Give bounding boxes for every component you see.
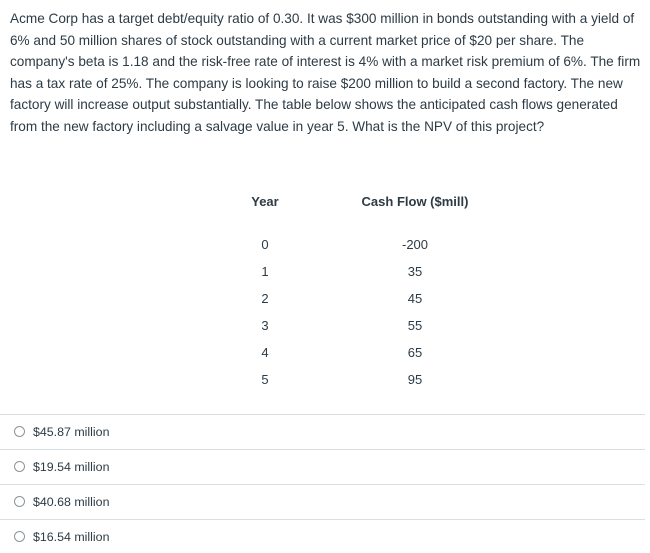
answer-label: $45.87 million — [33, 424, 110, 439]
table-row — [230, 258, 500, 285]
answer-option-1[interactable] — [0, 414, 645, 448]
year-cell: 0 — [261, 237, 269, 252]
cash-flow-cell: 35 — [407, 264, 423, 279]
year-cell: 3 — [261, 318, 269, 333]
table-row — [230, 339, 500, 366]
year-cell: 5 — [261, 372, 269, 387]
answer-option-2[interactable] — [0, 449, 645, 483]
answer-label: $16.54 million — [33, 529, 110, 544]
year-cell: 1 — [261, 264, 269, 279]
cash-flow-cell: -200 — [401, 237, 429, 252]
header-year: Year — [251, 193, 279, 209]
cash-flow-table — [230, 188, 500, 393]
table-row — [230, 285, 500, 312]
answer-list — [0, 414, 645, 553]
radio-button[interactable] — [14, 461, 25, 472]
header-cash-flow: Cash Flow ($mill) — [361, 193, 469, 209]
radio-button[interactable] — [14, 426, 25, 437]
cash-flow-cell: 55 — [407, 318, 423, 333]
radio-button[interactable] — [14, 531, 25, 542]
table-row — [230, 312, 500, 339]
answer-label: $40.68 million — [33, 494, 110, 509]
radio-button[interactable] — [14, 496, 25, 507]
question-text: Acme Corp has a target debt/equity ratio of 0.30. It was $300 million in bonds outstanding with a yield of 6% and 50 million shares of stock outstanding with a current market price of $20 per share. The company's beta is 1.18 and the risk-free rate of interest is 4% with a market risk premium of 6%. The firm has a tax rate of 25%. The company is looking to raise $200 million to build a second factory. The new factory will increase output substantially. The table below shows the anticipated cash flows generated from the new factory including a salvage value in year 5. What is the NPV of this project? — [10, 11, 641, 134]
table-spacer — [230, 214, 500, 231]
answer-option-4[interactable] — [0, 519, 645, 553]
year-cell: 4 — [261, 345, 269, 360]
year-cell: 2 — [261, 291, 269, 306]
table-row — [230, 366, 500, 393]
cash-flow-cell: 65 — [407, 345, 423, 360]
cash-flow-cell: 45 — [407, 291, 423, 306]
table-header-row — [230, 188, 500, 214]
cash-flow-cell: 95 — [407, 372, 423, 387]
table-row — [230, 231, 500, 258]
answer-label: $19.54 million — [33, 459, 110, 474]
answer-option-3[interactable] — [0, 484, 645, 518]
